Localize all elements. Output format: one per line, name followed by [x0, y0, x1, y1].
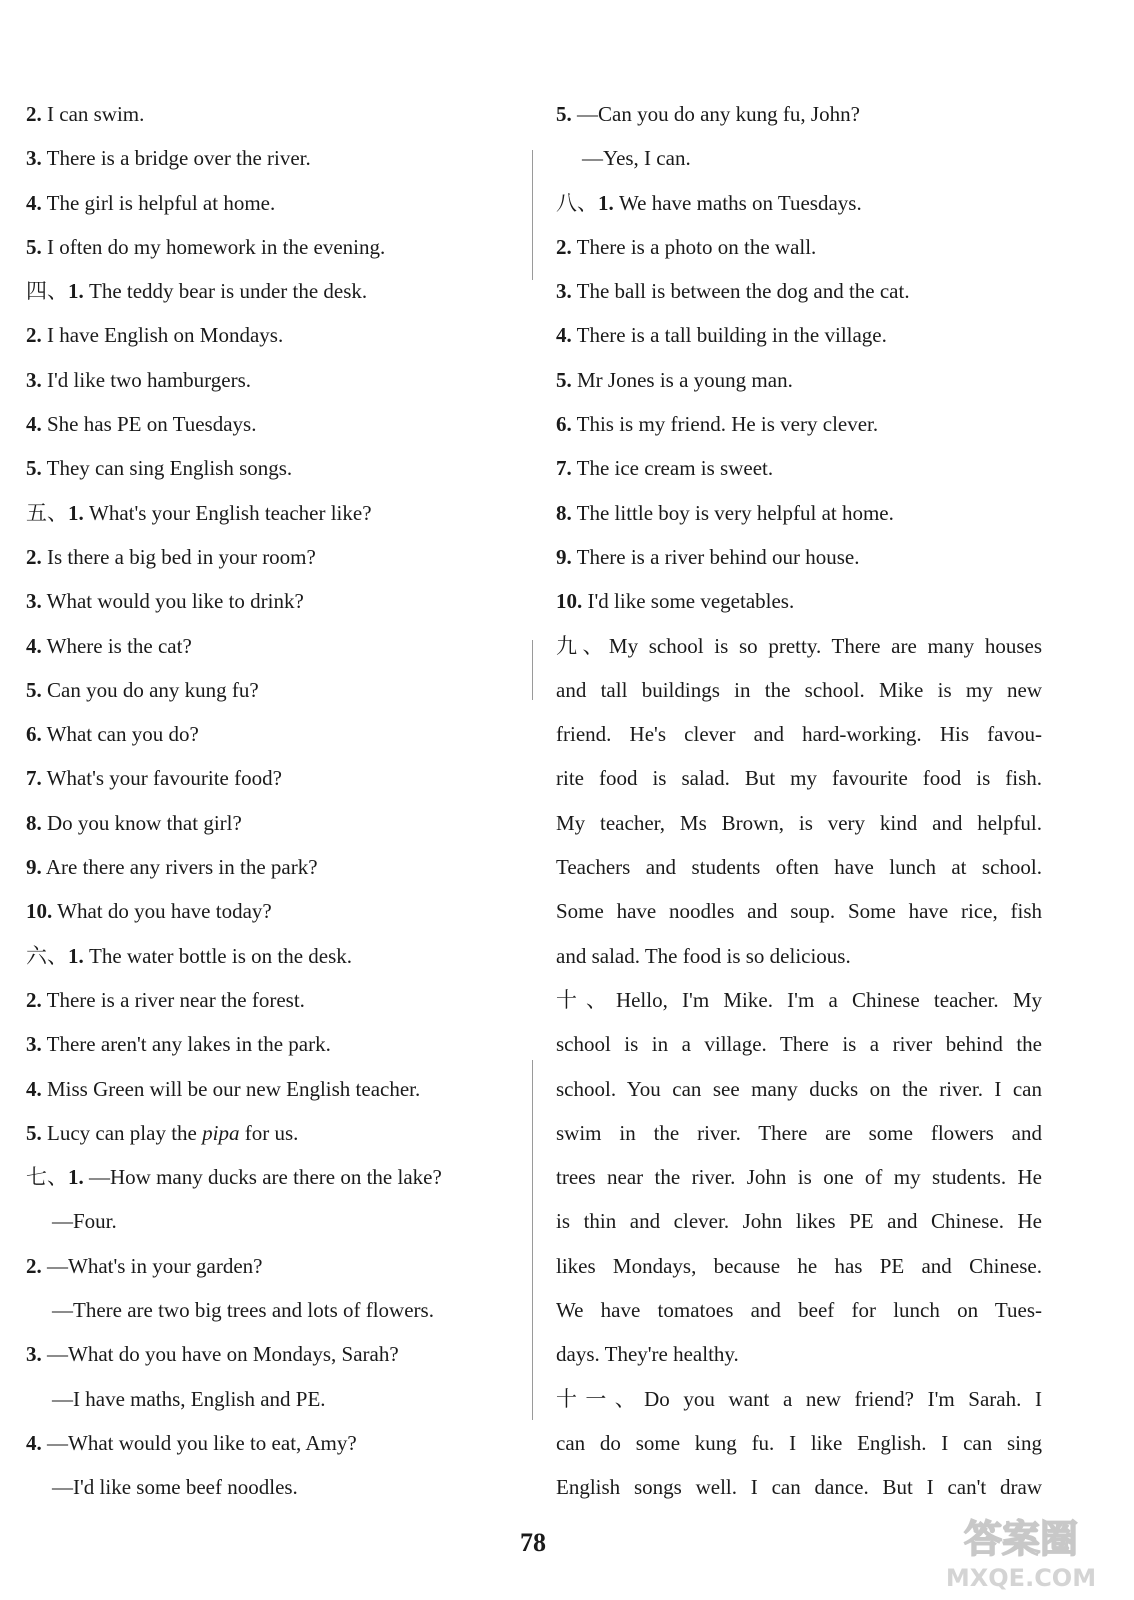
column-divider — [532, 1060, 533, 1420]
answer-text: Is there a big bed in your room? — [41, 544, 316, 569]
passage-text: My teacher, Ms Brown, is very kind and helpful. — [556, 810, 1042, 835]
answer-line — [556, 535, 1042, 579]
item-number: 9. — [26, 855, 42, 880]
item-number: 9. — [556, 544, 572, 569]
answer-text: —I'd like some beef noodles. — [52, 1475, 298, 1500]
passage-text: school is in a village. There is a river behind the — [556, 1032, 1042, 1057]
passage-line — [556, 1421, 1042, 1465]
answer-line — [26, 225, 506, 269]
answer-text: —Four. — [52, 1209, 117, 1234]
item-number: 2. — [26, 1253, 42, 1278]
answer-line — [26, 1155, 506, 1199]
answer-line — [26, 1244, 506, 1288]
answer-text: There is a tall building in the village. — [571, 323, 887, 348]
answer-text: Lucy can play the — [41, 1120, 203, 1145]
answer-line — [556, 491, 1042, 535]
item-number: 2. — [26, 323, 42, 348]
passage-line — [556, 845, 1042, 889]
passage-line — [556, 1067, 1042, 1111]
answer-line — [26, 491, 506, 535]
item-number: 3. — [26, 589, 42, 614]
left-column — [26, 92, 506, 1510]
right-column — [556, 92, 1042, 1510]
answer-text: I can swim. — [41, 102, 145, 126]
answer-line — [556, 358, 1042, 402]
answer-text: The ball is between the dog and the cat. — [571, 279, 910, 304]
answer-line — [26, 668, 506, 712]
answer-line — [26, 358, 506, 402]
answer-text: There aren't any lakes in the park. — [41, 1032, 331, 1057]
item-number: 1. — [68, 1165, 84, 1190]
answer-text: What's your English teacher like? — [83, 500, 372, 525]
answer-text: The ice cream is sweet. — [571, 456, 774, 481]
passage-paragraph — [556, 624, 1042, 978]
answer-line — [556, 579, 1042, 623]
passage-text: Hello, I'm Mike. I'm a Chinese teacher. My — [615, 987, 1043, 1012]
answer-line — [26, 1421, 506, 1465]
answer-line — [556, 225, 1042, 269]
item-number: 5. — [556, 102, 572, 126]
passage-text: school. You can see many ducks on the river. I can — [556, 1076, 1042, 1101]
item-number: 3. — [26, 367, 42, 392]
answer-text: Do you know that girl? — [41, 810, 242, 835]
answer-text: —How many ducks are there on the lake? — [83, 1165, 442, 1190]
item-number: 1. — [68, 943, 84, 968]
item-number: 10. — [26, 899, 53, 924]
passage-paragraph — [556, 1377, 1042, 1510]
passage-line — [556, 624, 1042, 668]
answer-line — [26, 1465, 506, 1509]
answer-line — [26, 1377, 506, 1421]
answer-text: Where is the cat? — [41, 633, 192, 658]
watermark-text-main: 答案圈 — [963, 1517, 1079, 1561]
item-number: 3. — [26, 1032, 42, 1057]
answer-text: There is a bridge over the river. — [41, 146, 311, 171]
item-number: 4. — [26, 1430, 42, 1455]
item-number: 3. — [26, 1342, 42, 1367]
answer-line — [556, 446, 1042, 490]
passage-text: rite food is salad. But my favourite food is fish. — [556, 766, 1042, 791]
passage-line — [556, 978, 1042, 1022]
answer-line — [26, 313, 506, 357]
column-divider — [532, 150, 533, 280]
item-number: 2. — [26, 544, 42, 569]
answer-line — [26, 269, 506, 313]
item-number: 5. — [26, 1120, 42, 1145]
passage-line — [556, 712, 1042, 756]
answer-text: Miss Green will be our new English teacher. — [41, 1076, 421, 1101]
answer-line — [556, 269, 1042, 313]
italic-word: pipa — [202, 1120, 240, 1145]
answer-line — [556, 313, 1042, 357]
item-number: 7. — [556, 456, 572, 481]
passage-line — [556, 668, 1042, 712]
answer-text: —What's in your garden? — [41, 1253, 263, 1278]
answer-text: We have maths on Tuesdays. — [613, 190, 862, 215]
item-number: 4. — [26, 412, 42, 437]
item-number: 6. — [556, 412, 572, 437]
answer-line — [26, 579, 506, 623]
item-number: 3. — [556, 279, 572, 304]
answer-text: What would you like to drink? — [41, 589, 304, 614]
item-number: 1. — [68, 279, 84, 304]
passage-line — [556, 1155, 1042, 1199]
item-number: 6. — [26, 722, 42, 747]
answer-text: What can you do? — [41, 722, 199, 747]
passage-text: swim in the river. There are some flowers and — [556, 1120, 1042, 1145]
answer-line — [26, 756, 506, 800]
answer-line — [556, 92, 1042, 136]
answer-text: I often do my homework in the evening. — [41, 234, 386, 259]
passage-text: friend. He's clever and hard-working. His favou- — [556, 722, 1042, 747]
answer-line — [26, 1288, 506, 1332]
passage-line — [556, 801, 1042, 845]
item-number: 1. — [68, 500, 84, 525]
passage-text: days. They're healthy. — [556, 1342, 739, 1367]
item-number: 4. — [26, 190, 42, 215]
answer-line — [556, 181, 1042, 225]
answer-text: —Yes, I can. — [582, 146, 691, 171]
passage-text: likes Mondays, because he has PE and Chinese. — [556, 1253, 1042, 1278]
passage-line — [556, 889, 1042, 933]
section-marker: 七、 — [26, 1165, 68, 1190]
section-marker: 八、 — [556, 190, 598, 215]
item-number: 1. — [598, 190, 614, 215]
answer-text: Are there any rivers in the park? — [41, 855, 318, 880]
answer-line — [26, 136, 506, 180]
answer-text: There is a photo on the wall. — [571, 234, 817, 259]
section-marker: 十一、 — [556, 1386, 645, 1411]
answer-line — [26, 402, 506, 446]
answer-line — [26, 889, 506, 933]
watermark-text-url: MXQE.COM — [945, 1564, 1097, 1592]
passage-text: and salad. The food is so delicious. — [556, 943, 851, 968]
passage-text: Teachers and students often have lunch at school. — [556, 855, 1042, 880]
item-number: 8. — [26, 810, 42, 835]
passage-paragraph — [556, 978, 1042, 1377]
item-number: 2. — [26, 987, 42, 1012]
answer-text: What's your favourite food? — [41, 766, 282, 791]
passage-line — [556, 1244, 1042, 1288]
answer-text: The teddy bear is under the desk. — [83, 279, 368, 304]
answer-line — [556, 136, 1042, 180]
passage-line — [556, 1199, 1042, 1243]
passage-text: can do some kung fu. I like English. I can sing — [556, 1430, 1042, 1455]
item-number: 4. — [26, 1076, 42, 1101]
passage-line — [556, 756, 1042, 800]
answer-text: —Can you do any kung fu, John? — [571, 102, 860, 126]
answer-line — [26, 1111, 506, 1155]
item-number: 4. — [556, 323, 572, 348]
passage-line — [556, 1377, 1042, 1421]
answer-text: I'd like some vegetables. — [582, 589, 795, 614]
answer-line — [26, 712, 506, 756]
answer-line — [26, 801, 506, 845]
answer-text-end: for us. — [239, 1120, 299, 1145]
answer-text: Can you do any kung fu? — [41, 677, 259, 702]
passage-line — [556, 1465, 1042, 1509]
answer-line — [26, 1332, 506, 1376]
item-number: 5. — [26, 234, 42, 259]
passage-line — [556, 1288, 1042, 1332]
answer-text: What do you have today? — [52, 899, 272, 924]
answer-text: The girl is helpful at home. — [41, 190, 276, 215]
answer-line — [26, 978, 506, 1022]
answer-line — [26, 1199, 506, 1243]
passage-text: is thin and clever. John likes PE and Chinese. He — [556, 1209, 1042, 1234]
item-number: 7. — [26, 766, 42, 791]
column-divider — [532, 640, 533, 700]
item-number: 2. — [556, 234, 572, 259]
passage-line — [556, 934, 1042, 978]
answer-text: The water bottle is on the desk. — [83, 943, 353, 968]
answer-text: Mr Jones is a young man. — [571, 367, 793, 392]
passage-line — [556, 1332, 1042, 1376]
item-number: 10. — [556, 589, 583, 614]
item-number: 4. — [26, 633, 42, 658]
section-marker: 五、 — [26, 500, 68, 525]
answer-line — [26, 1022, 506, 1066]
answer-text: They can sing English songs. — [41, 456, 293, 481]
passage-text: My school is so pretty. There are many houses — [608, 633, 1043, 658]
answer-text: —There are two big trees and lots of flowers. — [52, 1298, 434, 1323]
answer-text: I have English on Mondays. — [41, 323, 284, 348]
passage-line — [556, 1111, 1042, 1155]
item-number: 3. — [26, 146, 42, 171]
watermark-logo — [926, 1508, 1116, 1592]
section-marker: 四、 — [26, 279, 68, 304]
passage-text: and tall buildings in the school. Mike is my new — [556, 677, 1042, 702]
answer-line — [556, 402, 1042, 446]
answer-text: I'd like two hamburgers. — [41, 367, 252, 392]
section-marker: 六、 — [26, 943, 68, 968]
answer-text: The little boy is very helpful at home. — [571, 500, 894, 525]
answer-text: There is a river near the forest. — [41, 987, 305, 1012]
answer-line — [26, 446, 506, 490]
answer-text: —I have maths, English and PE. — [52, 1386, 326, 1411]
item-number: 8. — [556, 500, 572, 525]
passage-text: Do you want a new friend? I'm Sarah. I — [644, 1386, 1042, 1411]
answer-line — [26, 535, 506, 579]
answer-line — [26, 1067, 506, 1111]
passage-text: We have tomatoes and beef for lunch on Tues- — [556, 1298, 1042, 1323]
item-number: 5. — [26, 456, 42, 481]
answer-text: She has PE on Tuesdays. — [41, 412, 257, 437]
answer-line — [26, 181, 506, 225]
passage-text: trees near the river. John is one of my students. He — [556, 1165, 1042, 1190]
passage-text: English songs well. I can dance. But I can't draw — [556, 1475, 1042, 1500]
answer-line — [26, 934, 506, 978]
passage-text: Some have noodles and soup. Some have rice, fish — [556, 899, 1042, 924]
answer-text: —What would you like to eat, Amy? — [41, 1430, 357, 1455]
answer-text: —What do you have on Mondays, Sarah? — [41, 1342, 399, 1367]
passage-line — [556, 1022, 1042, 1066]
answer-line — [26, 92, 506, 136]
section-marker: 九、 — [556, 633, 609, 658]
answer-text: This is my friend. He is very clever. — [571, 412, 879, 437]
item-number: 2. — [26, 102, 42, 126]
answer-line — [26, 845, 506, 889]
page-number: 78 — [520, 1528, 546, 1557]
item-number: 5. — [26, 677, 42, 702]
section-marker: 十、 — [556, 987, 616, 1012]
answer-line — [26, 624, 506, 668]
item-number: 5. — [556, 367, 572, 392]
answer-text: There is a river behind our house. — [571, 544, 860, 569]
